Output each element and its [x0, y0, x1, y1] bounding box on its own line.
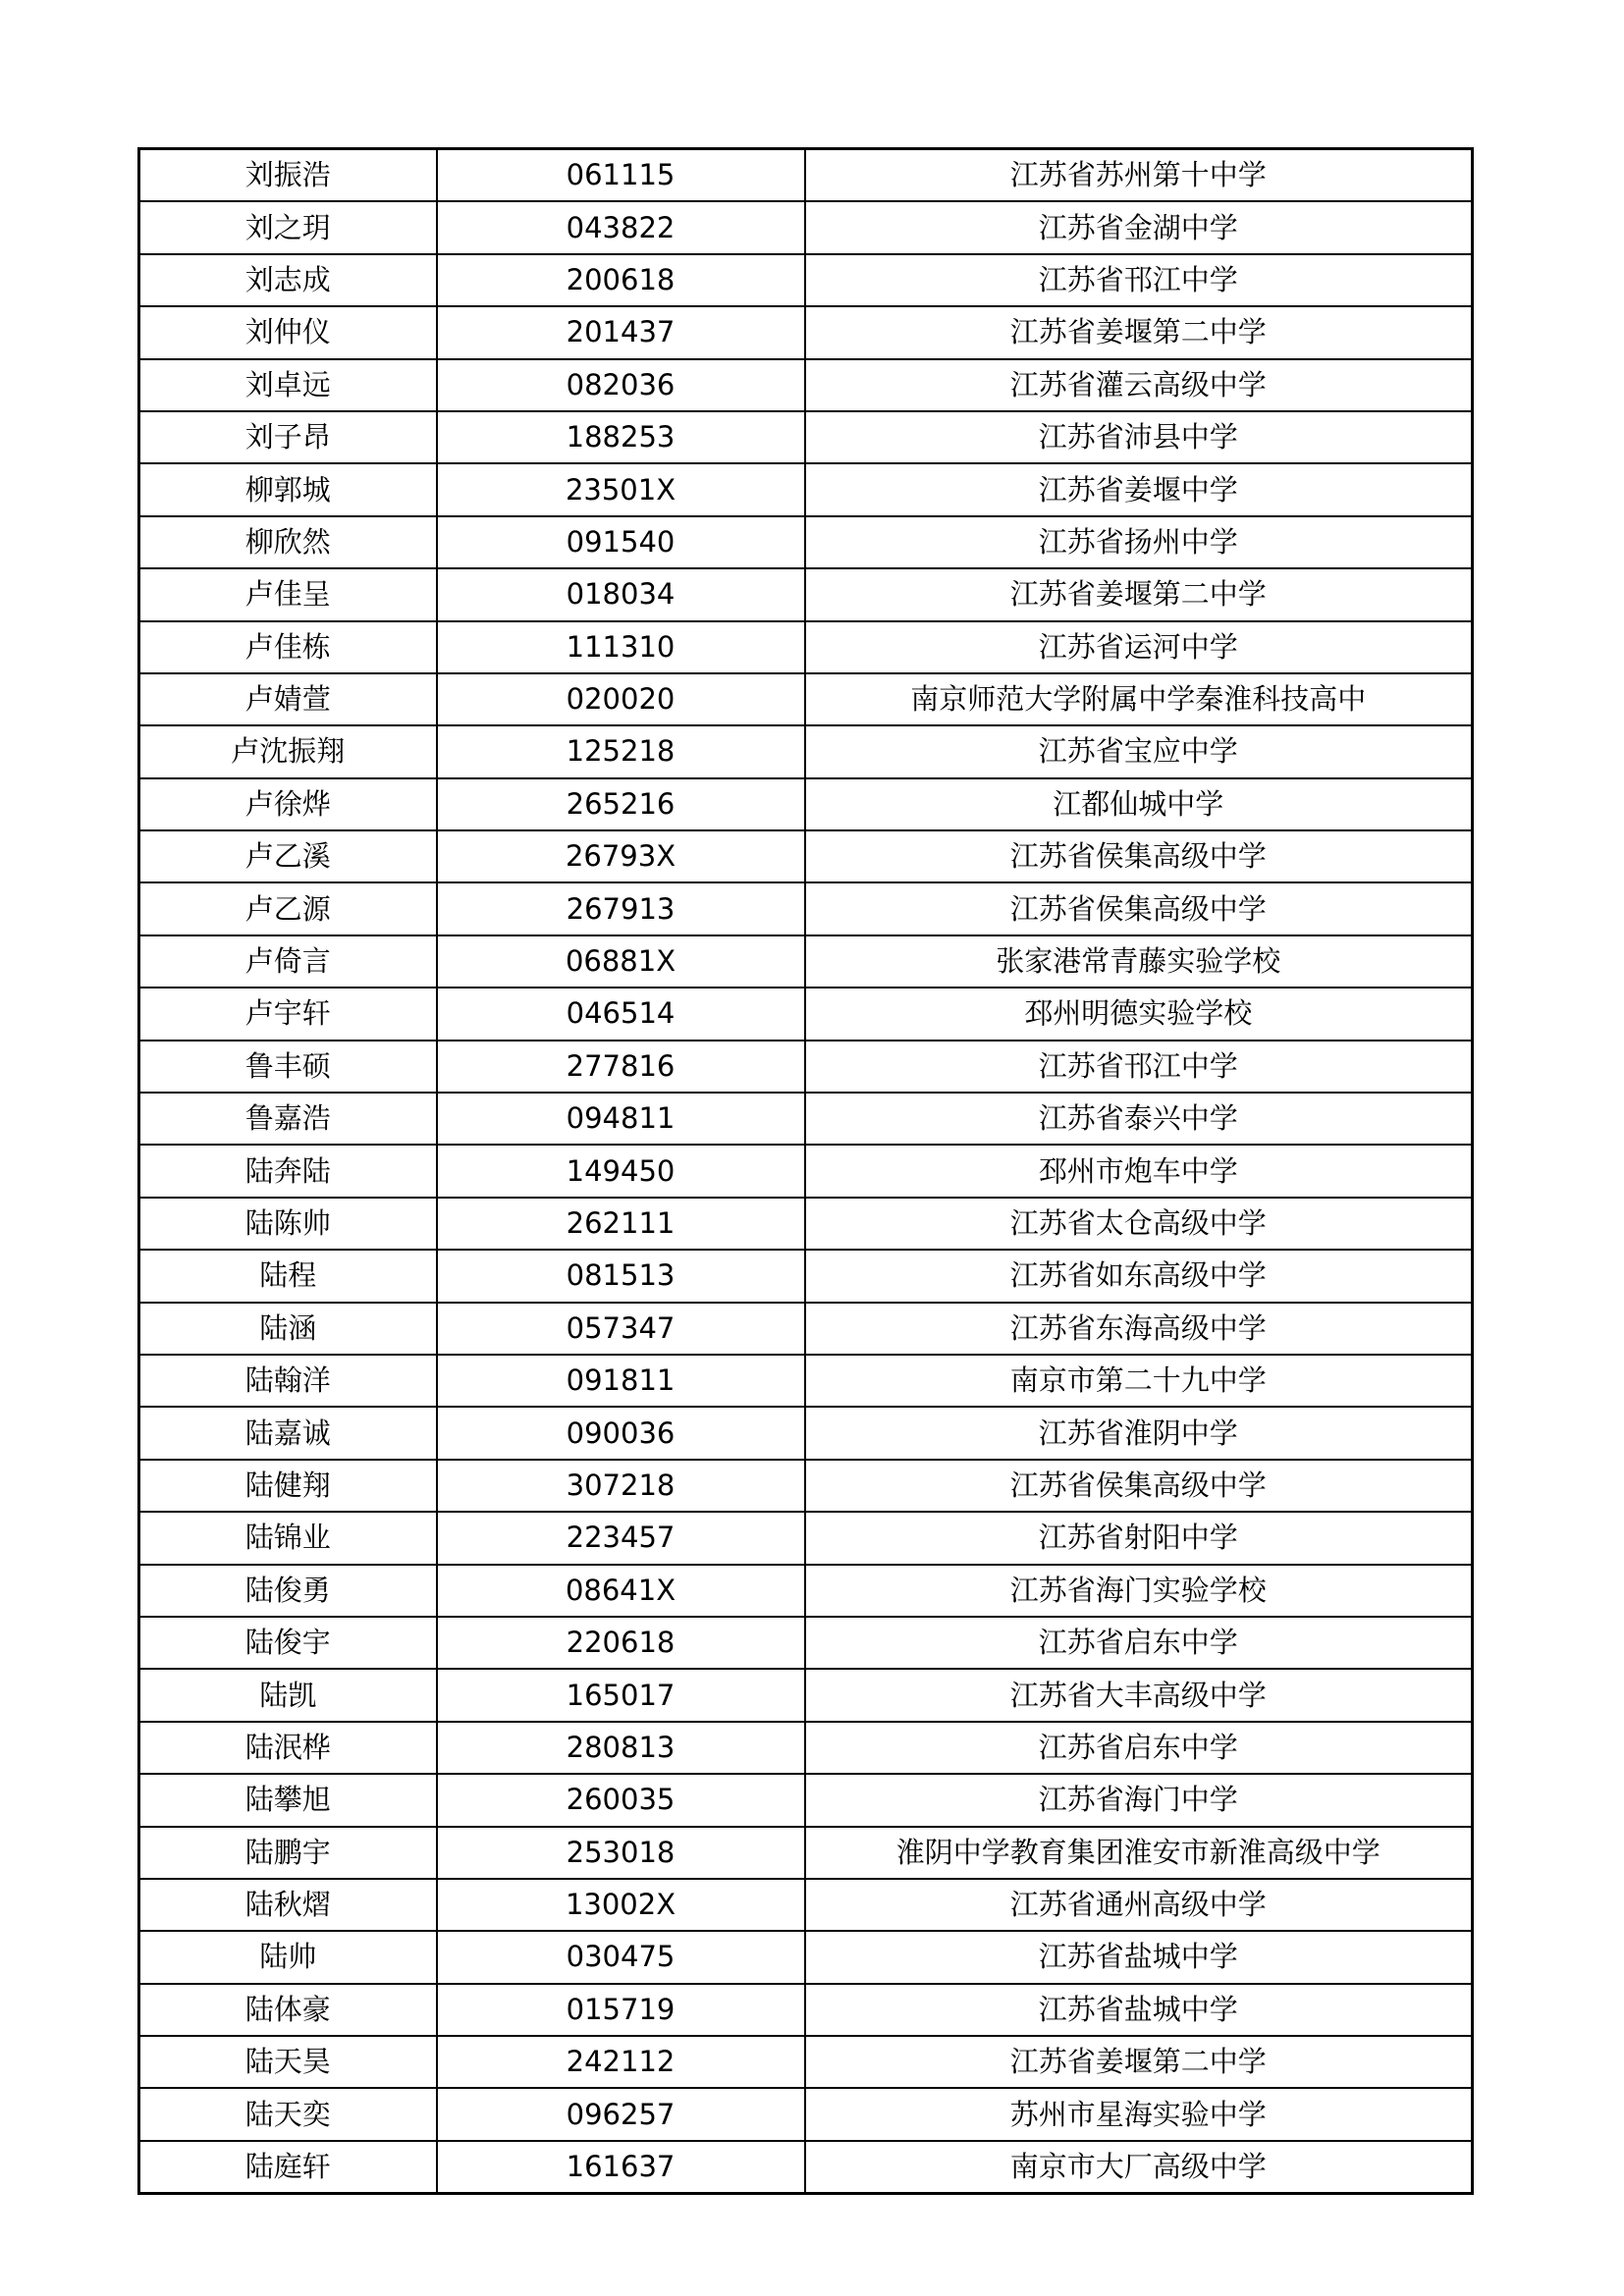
student-name-cell: 刘仲仪 [139, 306, 437, 358]
student-name-cell: 陆攀旭 [139, 1774, 437, 1826]
school-name-cell: 南京师范大学附属中学秦淮科技高中 [805, 673, 1473, 725]
table-row [139, 1407, 1473, 1459]
student-name-cell: 陆凯 [139, 1669, 437, 1721]
table-row [139, 1669, 1473, 1721]
school-name-cell: 邳州市炮车中学 [805, 1145, 1473, 1197]
student-name-cell: 陆鹏宇 [139, 1827, 437, 1879]
student-name-cell: 卢佳栋 [139, 621, 437, 673]
student-name-cell: 刘卓远 [139, 359, 437, 411]
student-name-cell: 陆秋熠 [139, 1879, 437, 1931]
table-row [139, 2088, 1473, 2140]
table-row [139, 935, 1473, 988]
student-name-cell: 卢乙溪 [139, 830, 437, 882]
student-name-cell: 陆陈帅 [139, 1198, 437, 1250]
student-id-cell: 111310 [437, 621, 805, 673]
school-name-cell: 江苏省侯集高级中学 [805, 1460, 1473, 1512]
table-row [139, 1198, 1473, 1250]
student-id-cell: 242112 [437, 2036, 805, 2088]
student-name-cell: 陆嘉诚 [139, 1407, 437, 1459]
student-id-cell: 265216 [437, 778, 805, 830]
student-id-cell: 165017 [437, 1669, 805, 1721]
table-row [139, 516, 1473, 568]
student-name-cell: 卢倚言 [139, 935, 437, 988]
student-name-cell: 陆涵 [139, 1303, 437, 1355]
student-name-cell: 陆奔陆 [139, 1145, 437, 1197]
table-row [139, 411, 1473, 463]
table-row [139, 254, 1473, 306]
student-id-cell: 260035 [437, 1774, 805, 1826]
student-name-cell: 卢佳呈 [139, 568, 437, 620]
student-name-cell: 陆程 [139, 1250, 437, 1302]
table-row [139, 1565, 1473, 1617]
school-name-cell: 江苏省启东中学 [805, 1722, 1473, 1774]
student-id-cell: 091811 [437, 1355, 805, 1407]
table-row [139, 463, 1473, 515]
student-name-cell: 陆天昊 [139, 2036, 437, 2088]
school-name-cell: 张家港常青藤实验学校 [805, 935, 1473, 988]
table-row [139, 1984, 1473, 2036]
school-name-cell: 江苏省沛县中学 [805, 411, 1473, 463]
school-name-cell: 江苏省海门实验学校 [805, 1565, 1473, 1617]
student-name-cell: 刘之玥 [139, 201, 437, 253]
student-id-cell: 061115 [437, 149, 805, 202]
student-name-cell: 陆锦业 [139, 1512, 437, 1564]
school-name-cell: 江苏省淮阴中学 [805, 1407, 1473, 1459]
table-row [139, 1879, 1473, 1931]
student-name-cell: 鲁嘉浩 [139, 1093, 437, 1145]
student-id-cell: 26793X [437, 830, 805, 882]
school-name-cell: 邳州明德实验学校 [805, 988, 1473, 1040]
table-row [139, 725, 1473, 777]
school-name-cell: 江苏省宝应中学 [805, 725, 1473, 777]
school-name-cell: 江苏省海门中学 [805, 1774, 1473, 1826]
school-name-cell: 江苏省大丰高级中学 [805, 1669, 1473, 1721]
student-id-cell: 082036 [437, 359, 805, 411]
student-id-cell: 091540 [437, 516, 805, 568]
student-id-cell: 030475 [437, 1931, 805, 1983]
table-row [139, 1303, 1473, 1355]
student-name-cell: 陆健翔 [139, 1460, 437, 1512]
table-row [139, 778, 1473, 830]
student-id-cell: 096257 [437, 2088, 805, 2140]
school-name-cell: 江苏省通州高级中学 [805, 1879, 1473, 1931]
school-name-cell: 江苏省东海高级中学 [805, 1303, 1473, 1355]
table-row [139, 359, 1473, 411]
school-name-cell: 江苏省盐城中学 [805, 1931, 1473, 1983]
table-row [139, 149, 1473, 202]
school-name-cell: 江苏省姜堰第二中学 [805, 2036, 1473, 2088]
student-id-cell: 277816 [437, 1041, 805, 1093]
student-id-cell: 018034 [437, 568, 805, 620]
student-id-cell: 220618 [437, 1617, 805, 1669]
student-name-cell: 陆俊宇 [139, 1617, 437, 1669]
roster-table [137, 147, 1474, 2195]
student-name-cell: 陆翰洋 [139, 1355, 437, 1407]
school-name-cell: 江苏省邗江中学 [805, 254, 1473, 306]
table-row [139, 1827, 1473, 1879]
school-name-cell: 苏州市星海实验中学 [805, 2088, 1473, 2140]
table-row [139, 673, 1473, 725]
student-name-cell: 卢婧萱 [139, 673, 437, 725]
table-row [139, 621, 1473, 673]
student-id-cell: 200618 [437, 254, 805, 306]
student-name-cell: 陆帅 [139, 1931, 437, 1983]
student-name-cell: 刘子昂 [139, 411, 437, 463]
student-id-cell: 06881X [437, 935, 805, 988]
table-row [139, 1931, 1473, 1983]
student-id-cell: 094811 [437, 1093, 805, 1145]
student-name-cell: 刘志成 [139, 254, 437, 306]
table-row [139, 1512, 1473, 1564]
school-name-cell: 江苏省扬州中学 [805, 516, 1473, 568]
school-name-cell: 江苏省邗江中学 [805, 1041, 1473, 1093]
student-name-cell: 卢乙源 [139, 882, 437, 934]
student-id-cell: 057347 [437, 1303, 805, 1355]
table-row [139, 2141, 1473, 2194]
student-name-cell: 卢宇轩 [139, 988, 437, 1040]
table-row [139, 201, 1473, 253]
table-row [139, 568, 1473, 620]
student-id-cell: 267913 [437, 882, 805, 934]
table-row [139, 988, 1473, 1040]
student-id-cell: 188253 [437, 411, 805, 463]
table-row [139, 2036, 1473, 2088]
student-name-cell: 鲁丰硕 [139, 1041, 437, 1093]
student-name-cell: 陆天奕 [139, 2088, 437, 2140]
school-name-cell: 江都仙城中学 [805, 778, 1473, 830]
table-row [139, 1722, 1473, 1774]
student-id-cell: 307218 [437, 1460, 805, 1512]
student-id-cell: 125218 [437, 725, 805, 777]
school-name-cell: 江苏省金湖中学 [805, 201, 1473, 253]
student-id-cell: 046514 [437, 988, 805, 1040]
table-row [139, 1355, 1473, 1407]
table-row [139, 1145, 1473, 1197]
table-row [139, 1250, 1473, 1302]
school-name-cell: 江苏省射阳中学 [805, 1512, 1473, 1564]
student-id-cell: 253018 [437, 1827, 805, 1879]
student-id-cell: 262111 [437, 1198, 805, 1250]
school-name-cell: 江苏省侯集高级中学 [805, 830, 1473, 882]
school-name-cell: 江苏省运河中学 [805, 621, 1473, 673]
student-id-cell: 08641X [437, 1565, 805, 1617]
student-name-cell: 刘振浩 [139, 149, 437, 202]
table-row [139, 882, 1473, 934]
student-id-cell: 223457 [437, 1512, 805, 1564]
school-name-cell: 江苏省泰兴中学 [805, 1093, 1473, 1145]
school-name-cell: 江苏省侯集高级中学 [805, 882, 1473, 934]
student-name-cell: 柳郭城 [139, 463, 437, 515]
roster-body [139, 149, 1473, 2194]
table-row [139, 1774, 1473, 1826]
school-name-cell: 江苏省姜堰第二中学 [805, 568, 1473, 620]
student-name-cell: 陆泯桦 [139, 1722, 437, 1774]
student-id-cell: 043822 [437, 201, 805, 253]
school-name-cell: 江苏省姜堰第二中学 [805, 306, 1473, 358]
student-id-cell: 090036 [437, 1407, 805, 1459]
table-row [139, 1460, 1473, 1512]
student-id-cell: 020020 [437, 673, 805, 725]
school-name-cell: 江苏省灌云高级中学 [805, 359, 1473, 411]
table-row [139, 1041, 1473, 1093]
student-id-cell: 201437 [437, 306, 805, 358]
student-id-cell: 23501X [437, 463, 805, 515]
student-id-cell: 161637 [437, 2141, 805, 2194]
student-name-cell: 卢沈振翔 [139, 725, 437, 777]
table-row [139, 1093, 1473, 1145]
table-row [139, 306, 1473, 358]
student-name-cell: 柳欣然 [139, 516, 437, 568]
student-name-cell: 陆俊勇 [139, 1565, 437, 1617]
school-name-cell: 江苏省启东中学 [805, 1617, 1473, 1669]
student-id-cell: 015719 [437, 1984, 805, 2036]
school-name-cell: 南京市第二十九中学 [805, 1355, 1473, 1407]
student-name-cell: 陆体豪 [139, 1984, 437, 2036]
student-name-cell: 卢徐烨 [139, 778, 437, 830]
table-row [139, 1617, 1473, 1669]
student-id-cell: 081513 [437, 1250, 805, 1302]
table-row [139, 830, 1473, 882]
student-name-cell: 陆庭轩 [139, 2141, 437, 2194]
student-id-cell: 13002X [437, 1879, 805, 1931]
school-name-cell: 江苏省姜堰中学 [805, 463, 1473, 515]
school-name-cell: 江苏省如东高级中学 [805, 1250, 1473, 1302]
school-name-cell: 江苏省太仓高级中学 [805, 1198, 1473, 1250]
student-id-cell: 280813 [437, 1722, 805, 1774]
school-name-cell: 淮阴中学教育集团淮安市新淮高级中学 [805, 1827, 1473, 1879]
student-id-cell: 149450 [437, 1145, 805, 1197]
school-name-cell: 江苏省盐城中学 [805, 1984, 1473, 2036]
school-name-cell: 南京市大厂高级中学 [805, 2141, 1473, 2194]
school-name-cell: 江苏省苏州第十中学 [805, 149, 1473, 202]
